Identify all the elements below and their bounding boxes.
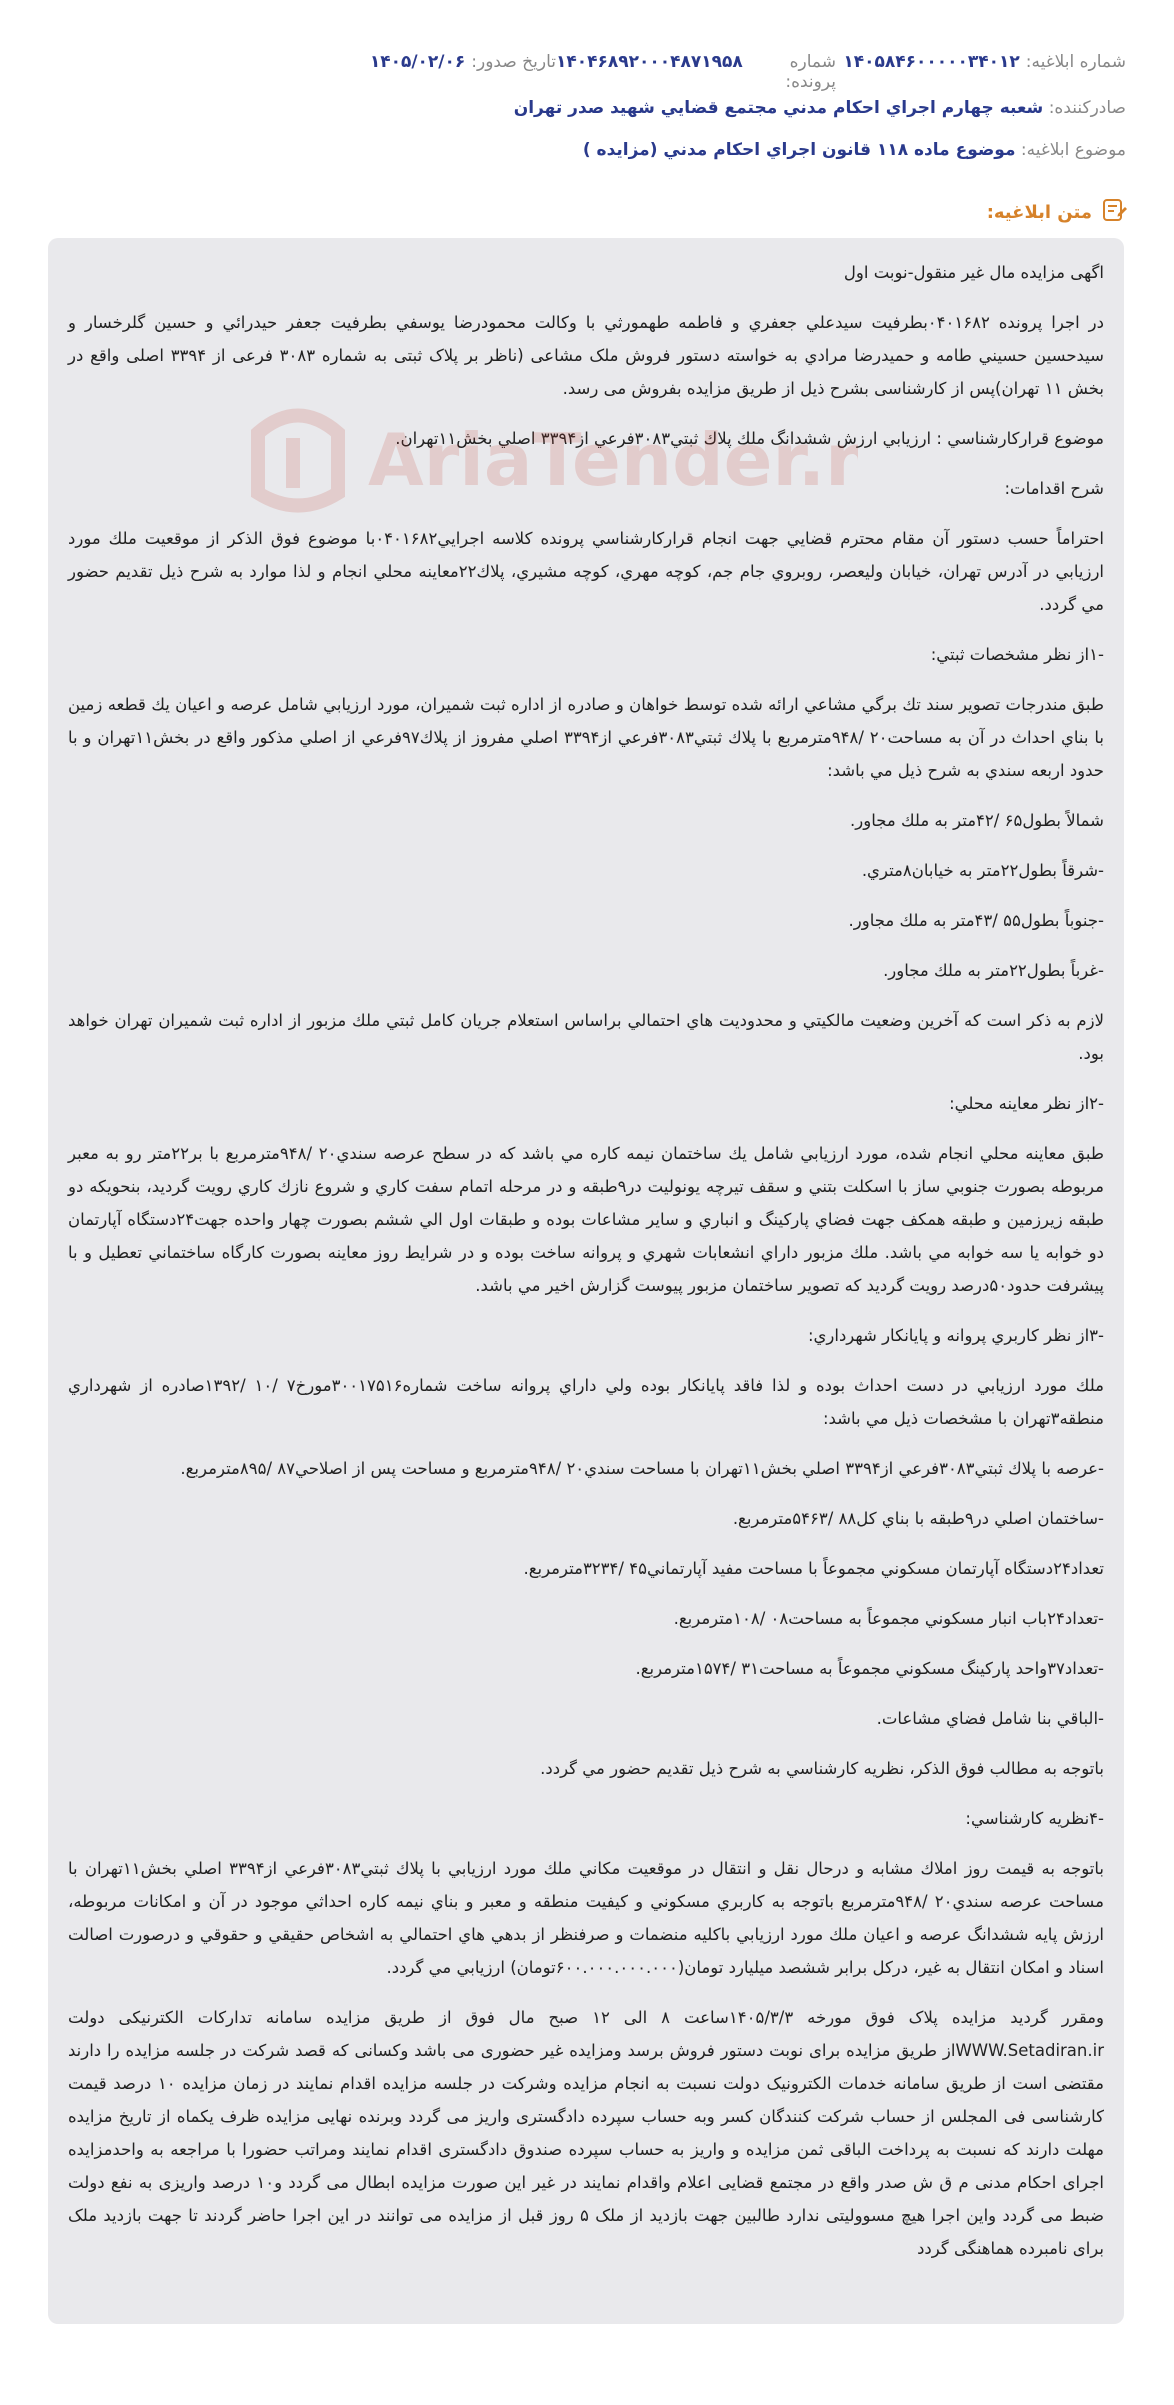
notice-header [0,0,1174,230]
subject-value: موضوع ماده ۱۱۸ قانون اجراي احكام مدني (مزايده ) [582,140,1016,160]
issuer-line [514,98,1126,118]
meta-row [60,52,1126,92]
notice-paragraph: -غرباً بطول۲۲متر به ملك مجاور. [883,961,1104,980]
notice-paragraph: طبق مندرجات تصوير سند تك برگي مشاعي ارائه شده توسط خواهان و صادره از اداره ثبت شميران، مورد ارزيابي شامل عرصه و اعيان يك قطعه زمين با بناي احداث در آن به مساحت۲۰ /۹۴۸مترمربع با پلاك ثبتي۳۰۸۳فرعي از۳۳۹۴ اصلي مفروز از پلاك۹۷فرعي از اصلي مذكور واقع در بخش۱۱تهران و با حدود اربعه سندي به شرح ذيل مي باشد: [68,695,1104,780]
notice-paragraph: شمالاً بطول۶۵ /۴۲متر به ملك مجاور. [850,811,1104,830]
notice-paragraph: -۲از نظر معاينه محلي: [949,1094,1104,1113]
notice-paragraph: شرح اقدامات: [1004,479,1104,498]
notice-content [48,238,1124,2324]
issue-date [370,52,556,92]
notice-paragraph: ومقرر گرديد مزايده پلاک فوق مورخه ۱۴۰۵/۳/۳ساعت ۸ الی ۱۲ صبح مال فوق از طریق مزایده سامانه تدارکات الکترنیکی دولت WWW.Setadiran.irاز طریق مزایده برای نوبت دستور فروش برسد ومزایده غیر حضوری می باشد وکسانی که قصد شرکت در جلسه مزایده را دارند مقتضی است از طریق سامانه خدمات الکترونیک دولت نسبت به انجام مزایده وشرکت در جلسه مزایده اقدام نمایند در زمان مزایده ۱۰ درصد قیمت کارشناسی فی المجلس از حساب شرکت کنندگان کسر وبه حساب سپرده دادگستری واریز می گردد وبرنده نهایی مزایده ظرف یکماه از تاریخ مزایده مهلت دارند که نسبت به پرداخت الباقی ثمن مزایده و واریز به حساب سپرده صندوق دادگستری اقدام نمایند ومراتب حضورا با مراجعه به واحدمزایده اجرای احکام مدنی م ق ش صدر واقع در مجتمع قضایی اعلام واقدام نمایند در غیر این صورت مزایده ابطال می گردد و۱۰ درصد واریزی به نفع دولت ضبط می گردد واین اجرا هیچ مسوولیتی ندارد طالبین جهت بازدید از ملک ۵ روز قبل از مزایده می توانند در این اجرا حاضر گردند تا جهت بازدید ملک برای نامبرده هماهنگی گردد [68,2008,1104,2258]
case-number [556,52,836,92]
notice-paragraph: باتوجه به مطالب فوق الذكر، نظريه كارشناسي به شرح ذيل تقديم حضور مي گردد. [540,1759,1104,1778]
notice-paragraph: -۴نظريه كارشناسي: [965,1809,1104,1828]
notice-paragraph: -تعداد۳۷واحد پاركينگ مسكوني مجموعاً به مساحت۳۱ /۱۵۷۴مترمربع. [635,1659,1104,1678]
notice-paragraph: باتوجه به قيمت روز املاك مشابه و درحال نقل و انتقال در موقعيت مكاني ملك مورد ارزيابي با پلاك ثبتي۳۰۸۳فرعي از۳۳۹۴ اصلي بخش۱۱تهران با مساحت عرصه سندي۲۰ /۹۴۸مترمربع باتوجه به كاربري مسكوني و كيفيت منطقه و معبر و بناي نيمه كاره احداثي موجود در آن و امكانات مربوطه، ارزش پايه ششدانگ عرصه و اعيان ملك مورد ارزيابي باكليه منضمات و صرفنظر از بدهي هاي احتمالي به اشخاص حقيقي و حقوقي و درصورت اصالت اسناد و امكان انتقال به غير، دركل برابر ششصد ميليارد تومان(۶۰۰.۰۰۰.۰۰۰.۰۰۰تومان) ارزيابي مي گردد. [68,1859,1104,1977]
notice-text-title: متن ابلاغيه: [986,202,1092,223]
notice-paragraph: طبق معاينه محلي انجام شده، مورد ارزيابي شامل يك ساختمان نيمه كاره مي باشد كه در سطح عرصه سندي۲۰ /۹۴۸مترمربع با بر۲۲متر رو به معبر مربوطه بصورت جنوبي ساز با اسكلت بتني و سقف تيرچه يونوليت در۹طبقه و در مرحله اتمام سفت كاري و شروع نازك كاري رويت گرديد، بنحويكه دو طبقه زيرزمين و طبقه همكف جهت فضاي پاركينگ و انباري و ساير مشاعات بوده و طبقات اول الي ششم بصورت چهار واحده جهت۲۴دستگاه آپارتمان دو خوابه يا سه خوابه مي باشد. ملك مزبور داراي انشعابات شهري و پروانه ساخت بوده و در شرايط روز معاينه بصورت كارگاه ساختماني تعطيل و با پيشرفت حدود۵۰درصد رويت گرديد كه تصوير ساختمان مزبور پيوست گزارش اخير مي باشد. [68,1144,1104,1295]
notice-paragraph: تعداد۲۴دستگاه آپارتمان مسكوني مجموعاً با مساحت مفيد آپارتماني۴۵ /۳۲۳۴مترمربع. [523,1559,1104,1578]
notice-paragraph: -شرقاً بطول۲۲متر به خيابان۸متري. [861,861,1104,880]
subject-label: موضوع ابلاغيه: [1020,140,1126,160]
notice-paragraph: موضوع قراركارشناسي : ارزيابي ارزش ششدانگ ملك پلاك ثبتي۳۰۸۳فرعي از۳۳۹۴ اصلي بخش۱۱تهران. [395,429,1104,448]
notice-paragraph: -تعداد۲۴باب انبار مسكوني مجموعاً به مساحت۰۸ /۱۰۸مترمربع. [673,1609,1104,1628]
notice-paragraph: -۱از نظر مشخصات ثبتي: [930,645,1104,664]
notice-paragraph: ملك مورد ارزيابي در دست احداث بوده و لذا فاقد پايانكار بوده ولي داراي پروانه ساخت شماره۳۰۰۱۷۵۱۶مورخ۷ /۱۰ /۱۳۹۲صادره از شهرداري منطقه۳تهران با مشخصات ذيل مي باشد: [68,1376,1105,1428]
notice-paragraph: -ساختمان اصلي در۹طبقه با بناي كل۸۸ /۵۴۶۳مترمربع. [732,1509,1104,1528]
notice-paragraph: احتراماً حسب دستور آن مقام محترم قضايي جهت انجام قراركارشناسي پرونده كلاسه اجرايي۰۴۰۱۶۸۲با موضوع فوق الذكر از موقعيت ملك مورد ارزيابي در آدرس تهران، خيابان وليعصر، روبروي جام جم، كوچه مهري، كوچه مشيري، پلاك۲۲معاينه محلي انجام و لذا موارد به شرح ذيل تقديم حضور مي گردد. [68,529,1104,614]
svg-text:AriaTender.net: AriaTender.n [368,418,858,502]
issue-date-value: ۱۴۰۵/۰۲/۰۶ [369,52,466,72]
notice-paragraph: -۳از نظر كاربري پروانه و پايانكار شهرداري: [807,1326,1104,1345]
issuer-value: شعبه چهارم اجراي احكام مدني مجتمع قضايي شهيد صدر تهران [513,98,1044,118]
notice-paragraph: لازم به ذكر است كه آخرين وضعيت مالكيتي و محدوديت هاي احتمالي براساس استعلام جريان كامل ثبتي ملك مزبور از اداره ثبت شميران تهران خواهد بود. [68,1011,1104,1063]
notice-number-value: ۱۴۰۵۸۴۶۰۰۰۰۰۳۴۰۱۲ [843,52,1020,72]
notice-paragraph: -عرصه با پلاك ثبتي۳۰۸۳فرعي از۳۳۹۴ اصلي بخش۱۱تهران با مساحت سندي۲۰ /۹۴۸مترمربع و مساحت پس از اصلاحي۸۷ /۸۹۵مترمربع. [180,1459,1104,1478]
notice-number-label: شماره ابلاغيه: [1025,52,1126,72]
notice-paragraph: اگهی مزایده مال غیر منقول-نوبت اول [843,263,1104,282]
document-edit-icon [1100,196,1128,229]
notice-number [836,52,1126,92]
notice-paragraph: -جنوباً بطول۵۵ /۴۳متر به ملك مجاور. [848,911,1104,930]
notice-paragraphs [68,256,1104,2265]
case-number-label: شماره پرونده: [785,52,836,92]
notice-paragraph: در اجرا پرونده ۰۴۰۱۶۸۲بطرفيت سيدعلي جعفري و فاطمه طهمورثي با وكالت محمودرضا يوسفي بطرفيت جعفر حيدرائي و حسين گلرخسار و سيدحسين حسيني طامه و حميدرضا مرادي به خواسته دستور فروش ملک مشاعی (ناظر بر پلاک ثبتی به شماره ۳۰۸۳ فرعی از ۳۳۹۴ اصلی واقع در بخش ۱۱ تهران)پس از کارشناسی بشرح ذیل از طریق مزایده بفروش می رسد. [68,313,1104,398]
notice-text-heading [987,196,1128,229]
issuer-label: صادرکننده: [1048,98,1126,118]
issue-date-label: تاريخ صدور: [471,52,556,72]
case-number-value: ۱۴۰۴۶۸۹۲۰۰۰۴۸۷۱۹۵۸ [556,52,743,72]
subject-line [583,140,1126,160]
notice-paragraph: -الباقي بنا شامل فضاي مشاعات. [876,1709,1104,1728]
